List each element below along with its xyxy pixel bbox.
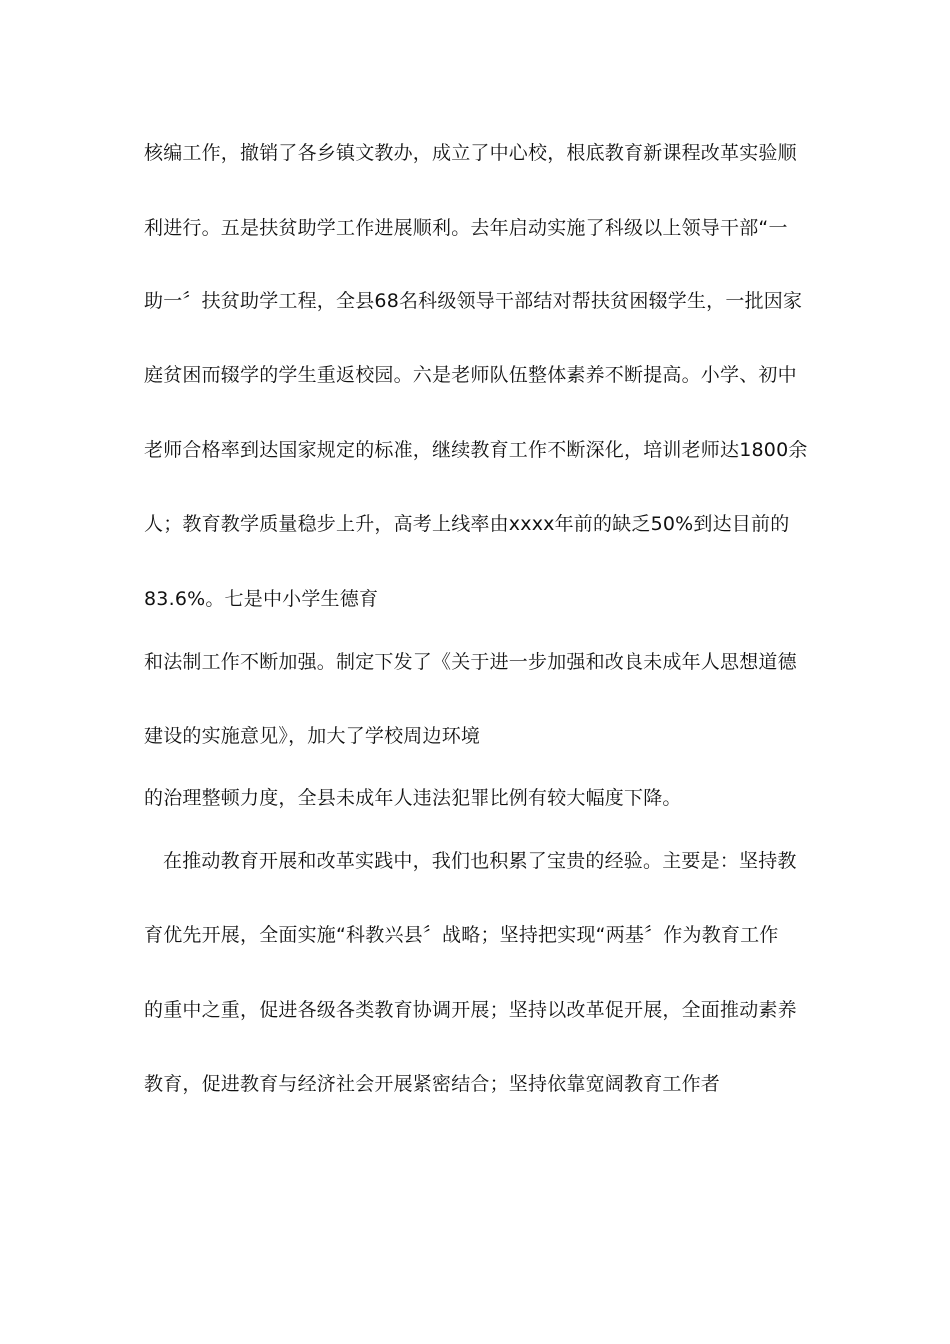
text-line-12: 育优先开展，全面实施“科教兴县〞战略；坚持把实现“两基〞作为教育工作 xyxy=(144,924,779,946)
text-line-5: 老师合格率到达国家规定的标准，继续教育工作不断深化，培训老师达1800余 xyxy=(144,439,808,461)
text-line-10: 的治理整顿力度，全县未成年人违法犯罪比例有较大幅度下降。 xyxy=(144,787,682,809)
text-line-2: 利进行。五是扶贫助学工作进展顺利。去年启动实施了科级以上领导干部“一 xyxy=(144,217,788,239)
text-line-14: 教育，促进教育与经济社会开展紧密结合；坚持依靠宽阔教育工作者 xyxy=(144,1073,721,1095)
text-line-1: 核编工作，撤销了各乡镇文教办，成立了中心校，根底教育新课程改革实验顺 xyxy=(144,142,797,164)
text-line-8: 和法制工作不断加强。制定下发了《关于进一步加强和改良未成年人思想道德 xyxy=(144,651,797,673)
text-line-7: 83.6%。七是中小学生德育 xyxy=(144,588,379,610)
text-line-3: 助一〞扶贫助学工程，全县68名科级领导干部结对帮扶贫困辍学生，一批因家 xyxy=(144,290,803,312)
text-line-6: 人；教育教学质量稳步上升，高考上线率由xxxx年前的缺乏50%到达目前的 xyxy=(144,513,790,535)
text-line-13: 的重中之重，促进各级各类教育协调开展；坚持以改革促开展，全面推动素养 xyxy=(144,999,797,1021)
paragraph-start-line: 在推动教育开展和改革实践中，我们也积累了宝贵的经验。主要是：坚持教 xyxy=(163,850,797,872)
text-line-4: 庭贫困而辍学的学生重返校园。六是老师队伍整体素养不断提高。小学、初中 xyxy=(144,364,797,386)
text-line-9: 建设的实施意见》，加大了学校周边环境 xyxy=(144,725,481,747)
